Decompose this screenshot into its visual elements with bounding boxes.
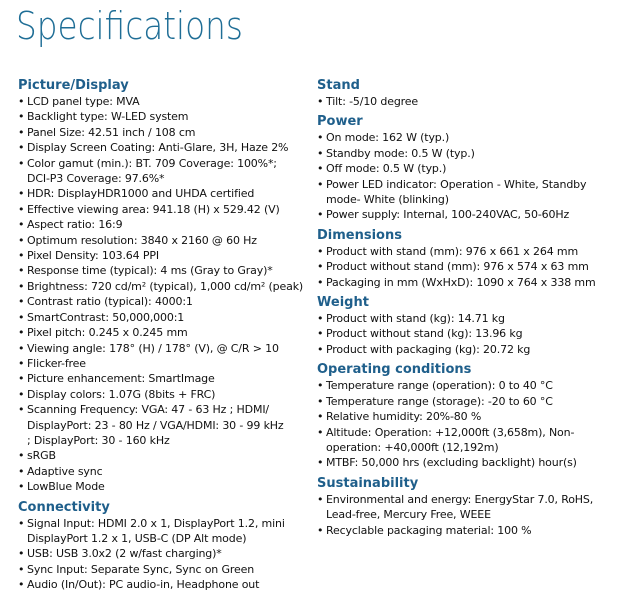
bullet-icon: • (18, 141, 25, 155)
spec-text: Display Screen Coating: Anti-Glare, 3H, Haze 2% (27, 141, 289, 155)
spec-item (18, 186, 308, 201)
bullet-icon: • (18, 449, 25, 463)
bullet-icon: • (18, 156, 25, 170)
spec-list-picture-display (18, 94, 308, 495)
spec-item (317, 311, 617, 326)
bullet-icon: • (317, 208, 324, 222)
spec-item (18, 310, 308, 325)
bullet-icon: • (18, 403, 25, 417)
spec-text: Scanning Frequency: VGA: 47 - 63 Hz ; HDMI/ DisplayPort: 23 - 80 Hz / VGA/HDMI: 30 - 99 kHz ; DisplayPort: 30 - 160 kHz (27, 403, 284, 447)
spec-text: SmartContrast: 50,000,000:1 (27, 310, 185, 324)
spec-list-stand (317, 94, 617, 109)
spec-list-connectivity (18, 516, 308, 590)
spec-text: sRGB (27, 449, 56, 463)
spec-text: Viewing angle: 178° (H) / 178° (V), @ C/R > 10 (27, 341, 279, 355)
section-title-picture-display: Picture/Display (18, 78, 129, 93)
bullet-icon: • (18, 187, 25, 201)
bullet-icon: • (317, 131, 324, 145)
bullet-icon: • (317, 492, 324, 506)
bullet-icon: • (317, 456, 324, 470)
bullet-icon: • (18, 480, 25, 494)
bullet-icon: • (18, 562, 25, 576)
bullet-icon: • (317, 146, 324, 160)
spec-text: Packaging in mm (WxHxD): 1090 x 764 x 338 mm (326, 275, 596, 289)
bullet-icon: • (18, 233, 25, 247)
spec-item (18, 248, 308, 263)
spec-item (18, 371, 308, 386)
spec-item (18, 387, 308, 402)
spec-text: Power LED indicator: Operation - White, Standby mode- White (blinking) (326, 177, 587, 207)
section-sustainability (317, 476, 617, 538)
spec-item (317, 146, 617, 161)
bullet-icon: • (317, 379, 324, 393)
spec-item (18, 233, 308, 248)
spec-text: LCD panel type: MVA (27, 95, 140, 108)
spec-item (18, 341, 308, 356)
bullet-icon: • (317, 523, 324, 537)
bullet-icon: • (18, 578, 25, 590)
bullet-icon: • (317, 342, 324, 356)
bullet-icon: • (317, 260, 324, 274)
spec-text: Standby mode: 0.5 W (typ.) (326, 146, 475, 160)
bullet-icon: • (18, 110, 25, 124)
spec-item (18, 448, 308, 463)
spec-list-operating (317, 378, 617, 470)
bullet-icon: • (18, 464, 25, 478)
spec-item (18, 202, 308, 217)
spec-item (18, 94, 308, 109)
spec-text: Product without stand (kg): 13.96 kg (326, 327, 523, 341)
spec-text: Temperature range (operation): 0 to 40 °C (326, 379, 553, 393)
spec-item (18, 464, 308, 479)
bullet-icon: • (18, 218, 25, 232)
spec-text: Optimum resolution: 3840 x 2160 @ 60 Hz (27, 233, 257, 247)
spec-item (18, 279, 308, 294)
spec-text: Temperature range (storage): -20 to 60 °C (326, 394, 553, 408)
spec-item (18, 156, 308, 187)
spec-text: Off mode: 0.5 W (typ.) (326, 162, 447, 176)
section-weight (317, 295, 617, 357)
section-title-sustainability: Sustainability (317, 475, 419, 491)
spec-item (317, 326, 617, 341)
spec-list-dimensions (317, 244, 617, 290)
bullet-icon: • (18, 202, 25, 216)
section-title-stand: Stand (317, 78, 360, 93)
spec-text: Recyclable packaging material: 100 % (326, 523, 532, 537)
spec-text: MTBF: 50,000 hrs (excluding backlight) hour(s) (326, 456, 577, 470)
spec-text: Tilt: -5/10 degree (326, 95, 419, 108)
spec-text: Product with stand (mm): 976 x 661 x 264 mm (326, 244, 579, 258)
spec-text: Panel Size: 42.51 inch / 108 cm (27, 125, 196, 139)
spec-item (18, 294, 308, 309)
spec-item (18, 402, 308, 448)
spec-item (18, 577, 308, 590)
spec-item (317, 492, 617, 523)
spec-text: Effective viewing area: 941.18 (H) x 529.42 (V) (27, 202, 280, 216)
spec-item (317, 177, 617, 208)
bullet-icon: • (18, 547, 25, 561)
spec-text: Altitude: Operation: +12,000ft (3,658m), Non- operation: +40,000ft (12,192m) (326, 425, 575, 454)
spec-list-sustainability (317, 492, 617, 538)
spec-item (18, 356, 308, 371)
section-picture-display (18, 78, 308, 495)
spec-text: USB: USB 3.0x2 (2 w/fast charging)* (27, 547, 222, 561)
spec-text: Power supply: Internal, 100-240VAC, 50-60Hz (326, 208, 570, 222)
bullet-icon: • (317, 410, 324, 424)
bullet-icon: • (18, 95, 25, 108)
spec-item (317, 342, 617, 357)
spec-list-weight (317, 311, 617, 357)
bullet-icon: • (317, 244, 324, 258)
bullet-icon: • (18, 295, 25, 309)
spec-text: Aspect ratio: 16:9 (27, 218, 123, 232)
spec-text: Response time (typical): 4 ms (Gray to Gray)* (27, 264, 273, 278)
spec-item (18, 217, 308, 232)
bullet-icon: • (18, 356, 25, 370)
bullet-icon: • (18, 264, 25, 278)
bullet-icon: • (317, 162, 324, 176)
right-column (317, 78, 617, 543)
section-power (317, 114, 617, 222)
spec-text: Adaptive sync (27, 464, 103, 478)
section-title-connectivity: Connectivity (18, 499, 110, 515)
bullet-icon: • (317, 312, 324, 326)
spec-item (18, 263, 308, 278)
spec-text: Pixel Density: 103.64 PPI (27, 249, 159, 263)
bullet-icon: • (317, 394, 324, 408)
spec-item (18, 516, 308, 547)
spec-text: Pixel pitch: 0.245 x 0.245 mm (27, 326, 188, 340)
spec-text: Color gamut (min.): BT. 709 Coverage: 100%*; DCI-P3 Coverage: 97.6%* (27, 156, 277, 186)
spec-text: Product with packaging (kg): 20.72 kg (326, 342, 531, 356)
bullet-icon: • (18, 326, 25, 340)
bullet-icon: • (18, 125, 25, 139)
bullet-icon: • (317, 95, 324, 108)
spec-item (317, 94, 617, 109)
spec-item (317, 244, 617, 259)
section-title-operating: Operating conditions (317, 362, 472, 378)
spec-text: Environmental and energy: EnergyStar 7.0, RoHS, Lead-free, Mercury Free, WEEE (326, 492, 594, 522)
spec-text: Audio (In/Out): PC audio-in, Headphone out (27, 578, 260, 590)
spec-item (317, 409, 617, 424)
spec-item (18, 479, 308, 494)
spec-item (317, 275, 617, 290)
spec-item (18, 109, 308, 124)
spec-item (317, 394, 617, 409)
section-connectivity (18, 500, 308, 590)
section-title-dimensions: Dimensions (317, 227, 402, 243)
section-stand (317, 78, 617, 109)
bullet-icon: • (317, 275, 324, 289)
spec-item (317, 259, 617, 274)
spec-text: Sync Input: Separate Sync, Sync on Green (27, 562, 255, 576)
spec-list-power (317, 130, 617, 222)
bullet-icon: • (18, 516, 25, 530)
spec-item (317, 378, 617, 393)
spec-text: LowBlue Mode (27, 480, 105, 494)
bullet-icon: • (18, 372, 25, 386)
bullet-icon: • (18, 310, 25, 324)
spec-item (18, 562, 308, 577)
bullet-icon: • (317, 177, 324, 191)
spec-item (317, 455, 617, 470)
bullet-icon: • (317, 425, 324, 439)
spec-text: Product without stand (mm): 976 x 574 x 63 mm (326, 260, 589, 274)
bullet-icon: • (18, 387, 25, 401)
spec-item (317, 425, 617, 456)
spec-text: On mode: 162 W (typ.) (326, 131, 450, 145)
bullet-icon: • (317, 327, 324, 341)
spec-item (18, 125, 308, 140)
left-column (18, 78, 308, 590)
section-title-power: Power (317, 114, 363, 130)
section-title-weight: Weight (317, 295, 369, 311)
spec-item (18, 140, 308, 155)
spec-text: Backlight type: W-LED system (27, 110, 189, 124)
spec-text: Picture enhancement: SmartImage (27, 372, 215, 386)
section-dimensions (317, 228, 617, 290)
spec-text: Flicker-free (27, 356, 86, 370)
spec-text: Product with stand (kg): 14.71 kg (326, 312, 505, 326)
spec-item (18, 325, 308, 340)
spec-item (317, 207, 617, 222)
spec-item (317, 161, 617, 176)
spec-item (317, 130, 617, 145)
bullet-icon: • (18, 249, 25, 263)
page-title: Specifications (16, 4, 243, 48)
section-operating (317, 362, 617, 470)
spec-item (317, 523, 617, 538)
spec-text: Display colors: 1.07G (8bits + FRC) (27, 387, 216, 401)
bullet-icon: • (18, 341, 25, 355)
spec-text: Signal Input: HDMI 2.0 x 1, DisplayPort 1.2, mini DisplayPort 1.2 x 1, USB-C (DP Alt mode) (27, 516, 285, 545)
spec-text: HDR: DisplayHDR1000 and UHDA certified (27, 187, 255, 201)
spec-item (18, 546, 308, 561)
spec-text: Relative humidity: 20%-80 % (326, 410, 482, 424)
bullet-icon: • (18, 279, 25, 293)
spec-text: Brightness: 720 cd/m² (typical), 1,000 cd/m² (peak) (27, 279, 304, 293)
spec-text: Contrast ratio (typical): 4000:1 (27, 295, 193, 309)
